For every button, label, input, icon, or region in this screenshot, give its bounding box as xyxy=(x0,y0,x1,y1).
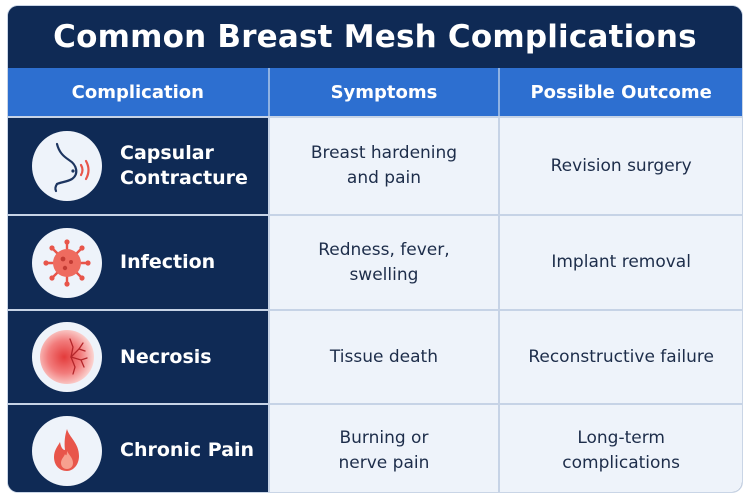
table-row xyxy=(8,403,742,492)
header-symptoms: Symptoms xyxy=(270,68,501,116)
symptoms-cell: Redness, fever, swelling xyxy=(268,216,499,309)
complications-table xyxy=(8,68,742,492)
necrotic-tissue-icon xyxy=(32,322,102,392)
complication-cell xyxy=(8,311,268,403)
symptoms-cell: Breast hardening and pain xyxy=(268,118,499,214)
symptoms-cell: Tissue death xyxy=(268,311,499,403)
header-complication: Complication xyxy=(8,68,270,116)
outcome-cell: Reconstructive failure xyxy=(498,311,742,403)
table-row xyxy=(8,214,742,309)
table-row xyxy=(8,309,742,403)
breast-profile-icon xyxy=(32,131,102,201)
complication-cell xyxy=(8,405,268,492)
complication-label: Necrosis xyxy=(120,345,212,368)
table-header xyxy=(8,68,742,116)
complication-label: Infection xyxy=(120,251,216,273)
symptoms-cell: Burning or nerve pain xyxy=(268,405,499,492)
header-outcome: Possible Outcome xyxy=(500,68,742,116)
table-row xyxy=(8,116,742,214)
outcome-cell: Revision surgery xyxy=(498,118,742,214)
complication-cell xyxy=(8,118,268,214)
complication-label: Chronic Pain xyxy=(120,439,255,461)
complication-cell xyxy=(8,216,268,309)
flame-icon xyxy=(32,416,102,486)
outcome-cell: Long-term complications xyxy=(498,405,742,492)
virus-icon xyxy=(32,228,102,298)
complications-card xyxy=(8,6,742,492)
page-title: Common Breast Mesh Complications xyxy=(8,6,742,68)
outcome-cell: Implant removal xyxy=(498,216,742,309)
complication-label: Capsular Contracture xyxy=(120,142,248,189)
